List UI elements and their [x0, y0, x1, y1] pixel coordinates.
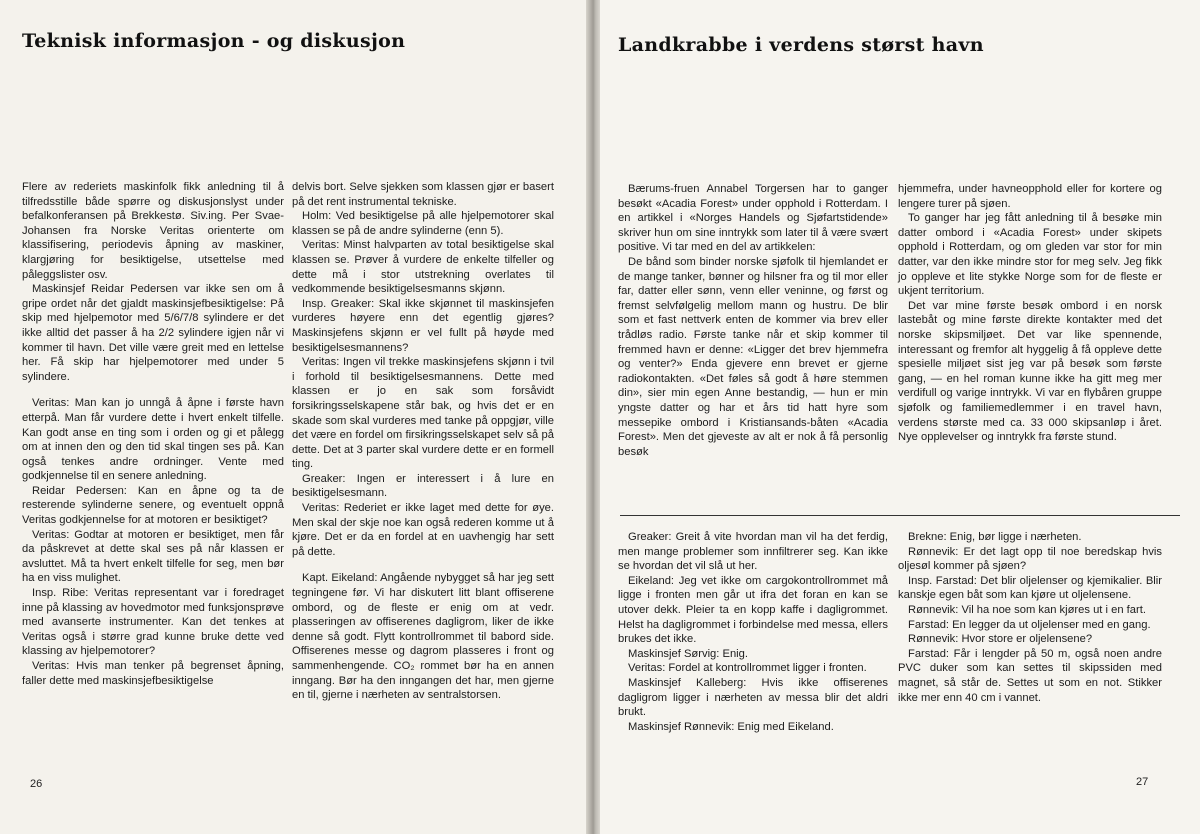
paragraph: Maskinsjef Reidar Pedersen var ikke sen om å gripe ordet når det gjaldt maskinsjefbesiktigelse: På skip med hjelpemotor med 5/6/7/8 sylindere er det ikke alltid det passer å ha 2/2 sylindere igjen når vi kommer til havn. Det ville være greit med en lettelse her. Få skip har hjelpemotorer med under 5 sylindere.	[22, 283, 284, 383]
paragraph: Veritas: Minst halvparten av total besiktigelse skal klassen se. Prøver å vurdere de enkelte tilfeller og dette må i stor utstrekning overlates til vedkommende besiktigelsesmanns skjønn.	[292, 239, 554, 296]
paragraph: Farstad: Får i lengder på 50 m, også noen andre PVC duker som kan settes til skipssiden med magnet, så står de. Settes ut som en not. Stikker ikke mer enn 40 cm i vannet.	[898, 647, 1162, 704]
paragraph: Bærums-fruen Annabel Torgersen har to ganger besøkt «Acadia Forest» under opphold i Rotterdam. I en artikkel i «Norges Handels og Sjøfartstidende» skriver hun om sine inntrykk som later til å være svært positive. Vi tar med en del av artikkelen:	[618, 183, 888, 254]
paragraph: Rønnevik: Er det lagt opp til noe beredskap hvis oljesøl kommer på sjøen?	[898, 545, 1162, 573]
left-page	[0, 0, 588, 834]
section-divider	[620, 515, 1180, 516]
page-number-right: 27	[1136, 776, 1149, 788]
paragraph: Eikeland: Jeg vet ikke om cargokontrollrommet må ligge i fronten men går ut ifra det foran en kan se utover dekk. Pleier ta en kopp kaffe i dagligrommet. Helst ha dagligrommet i forbindelse med messa, ellers brukes det ikke.	[618, 574, 888, 646]
right-headline: Landkrabbe i verdens størst havn	[618, 34, 984, 56]
left-headline: Teknisk informasjon - og diskusjon	[22, 30, 406, 52]
paragraph: Veritas: Ingen vil trekke maskinsjefens skjønn i tvil i forhold til besiktigelsesmannens. Dette med klassen er jo en sak som forsåvidt forsikringsselskapene står bak, og hvis det er en skade som skal vurderes med tanke på oppgjør, ville det være en fordel om firsikringsselskapet selv så på dette. Det at 3 parter skal vurdere dette er en formell ting.	[292, 356, 554, 471]
paragraph: Brekne: Enig, bør ligge i nærheten.	[908, 531, 1082, 543]
paragraph: Kapt. Eikeland: Angående nybygget så har jeg sett tegningene før. Vi har diskutert litt blant offiserene ombord, og de fleste er enig om at vedr. plasseringen av offiserenes dagligrom, liker de ikke denne så godt. Flytt kontrollrommet til babord side. Offiserenes messe og dagrom plasseres i front og sammenhengende. CO₂ rommet bør ha en annen inngang. Bør ha den inngangen det har, men gjerne en til, gjerne i nærheten av sentralstorsen.	[292, 572, 554, 702]
paragraph: Maskinsjef Sørvig: Enig.	[628, 647, 748, 660]
right-column-3	[618, 530, 888, 734]
paragraph: hjemmefra, under havneopphold eller for kortere og lengere turer på sjøen.	[898, 183, 1162, 210]
paragraph: Det var mine første besøk ombord i en norsk lastebåt og mine første direkte kontakter med det norske skipsmiljøet. Det var like spennende, interessant og fremfor alt hyggelig å få oppleve dette spesielle miljøet sist jeg var på besøk som første gang, — en hel roman kunne ikke ha gitt meg mer verdifull og varige inntrykk. Vi var en flybåren gruppe sjøfolk og familiemedlemmer i en travel havn, verdens største med ca. 33 000 skipsanløp i året. Nye opplevelser og inntrykk fra første stund.	[898, 299, 1162, 444]
paragraph: Maskinsjef Rønnevik: Enig med Eikeland.	[628, 720, 834, 733]
paragraph: delvis bort. Selve sjekken som klassen gjør er basert på det rent instrumental tekniske.	[292, 181, 554, 208]
paragraph: Farstad: En legger da ut oljelenser med en gang.	[908, 618, 1151, 631]
paragraph: Veritas: Hvis man tenker på begrenset åpning, faller dette med maskinsjefbesiktigelse	[22, 660, 284, 687]
left-column-2	[292, 180, 554, 703]
paragraph: Rønnevik: Hvor store er oljelensene?	[908, 633, 1093, 646]
right-column-2	[898, 182, 1162, 445]
paragraph: Reidar Pedersen: Kan en åpne og ta de resterende sylinderne senere, og eventuelt oppnå Veritas godkjennelse for at motoren er besiktiget?	[22, 484, 284, 527]
paragraph: Maskinsjef Kalleberg: Hvis ikke offiserenes dagligrom ligger i nærheten av messa blir det aldri brukt.	[618, 676, 888, 719]
paragraph: To ganger har jeg fått anledning til å besøke min datter ombord i «Acadia Forest» under skipets opphold i Rotterdam, og om gleden var stor for min datter, var den ikke mindre stor for meg selv. Jeg fikk jo oppleve et lite stykke Norge som for de fleste er ukjent territorium.	[898, 212, 1162, 298]
page-number-left: 26	[30, 778, 43, 790]
paragraph: Greaker: Ingen er interessert i å lure en besiktigelsesmann.	[292, 472, 554, 500]
paragraph: Insp. Greaker: Skal ikke skjønnet til maskinsjefen vurderes høyere enn det egentlig gjøres? Maskinsjefens skjønn er vel fullt på høyde med besiktigelsesmannens?	[292, 297, 554, 354]
paragraph: Veritas: Fordel at kontrollrommet ligger i fronten.	[628, 662, 867, 675]
paragraph: Veritas: Godtar at motoren er besiktiget, men får da påskrevet at dette skal ses på når klassen er avsluttet. Må ta hvert enkelt tilfelle for seg, men bør ha en viss mulighet.	[22, 528, 284, 585]
paragraph: Insp. Farstad: Det blir oljelenser og kjemikalier. Blir kanskje egen båt som kan kjøre ut oljelensene.	[898, 574, 1162, 602]
paragraph: Insp. Ribe: Veritas representant var i foredraget inne på klassing av hovedmotor med funksjonsprøve med avanserte instrumenter. Kan det tenkes at Veritas også i større grad kunne bruke dette ved klassing av hjelpemotorer?	[22, 587, 284, 658]
paragraph: Greaker: Greit å vite hvordan man vil ha det ferdig, men mange problemer som innfiltrerer seg. Kan ikke se hvordan det vil slå ut her.	[618, 531, 888, 573]
right-column-4	[898, 530, 1162, 705]
paragraph: Veritas: Man kan jo unngå å åpne i første havn etterpå. Man får vurdere dette i hvert enkelt tilfelle. Kan godt anse en ting som i orden og gi et pålegg om at innen den og den tid skal tingen ses på. Kan også tenkes andre ordninger. Vente med godkjennelse til en senere anledning.	[22, 397, 284, 483]
paragraph: Veritas: Rederiet er ikke laget med dette for øye. Men skal der skje noe kan også rederen komme ut å kjøre. Det er da en fordel at en uavhengig har sett på dette.	[292, 502, 554, 558]
right-column-1	[618, 182, 888, 459]
paragraph: De bånd som binder norske sjøfolk til hjemlandet er de mange tanker, bønner og hilsner fra og til mor eller far, datter eller sønn, venn eller veninne, og først og fremst selvfølgelig mellom mann og hustru. De blir som et fast nettverk enten de kommer via brev eller trådløs radio. Første tanke når et skip kommer til fremmed havn er denne: «Ligger det brev hjemmefra og venter?» Enda gjevere enn brevet er gjerne radiokontakten. «Det føles så godt å høre stemmen din», sier min egen Anne bestandig, — hun er min yngste datter og har et års tid hatt hyre som messepike ombord i Kristiansands-båten «Acadia Forest». Men det gjeveste av alt er nok å få personlig besøk	[618, 255, 888, 458]
right-page	[600, 0, 1200, 834]
left-column-1	[22, 180, 284, 688]
paragraph: Rønnevik: Vil ha noe som kan kjøres ut i en fart.	[908, 603, 1146, 616]
paragraph: Holm: Ved besiktigelse på alle hjelpemotorer skal klassen se på de andre sylinderne (enn 5).	[292, 210, 554, 237]
paragraph: Flere av rederiets maskinfolk fikk anledning til å tilfredsstille både spørre og diskusjonslyst under befalkonferansen på Brekkestø. Siv.ing. Per Svae-Johansen fra Norske Veritas orienterte om klassifisering, periodevis åpning av maskiner, klargjøring for besiktigelse, utsettelse med påleggslister osv.	[22, 181, 284, 281]
